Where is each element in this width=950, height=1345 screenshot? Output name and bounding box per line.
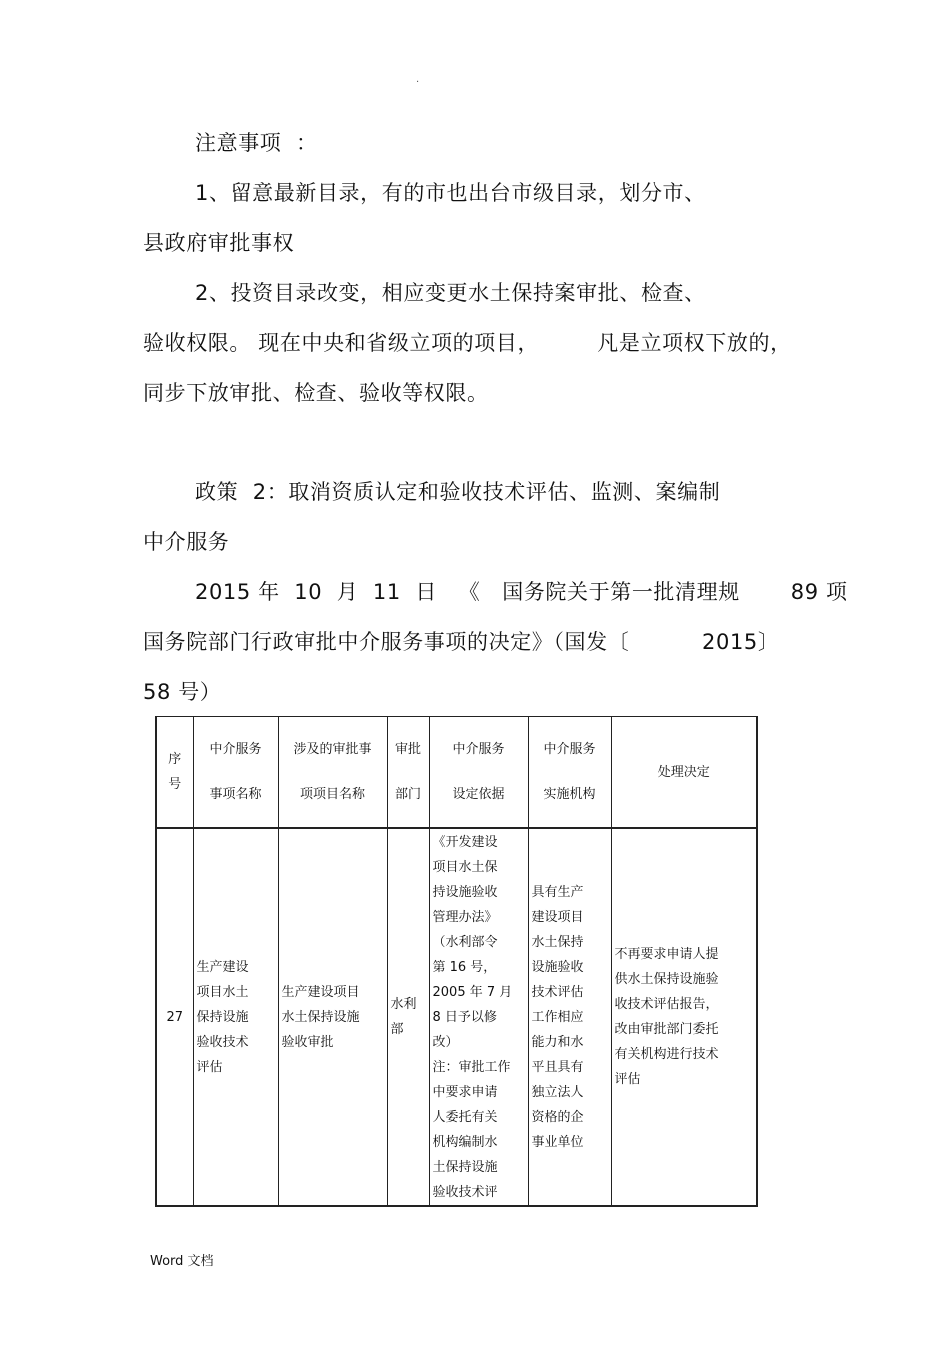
- header-mark: .: [416, 74, 420, 85]
- cell-legal-basis: 《开发建设 项目水土保 持设施验收 管理办法》 （水利部令 第 16 号， 2005 年 7 月 8 日予以修 改） 注：审批工作 中要求申请 人委托有关 机构编制水 土保持设施 验收技术评: [429, 828, 528, 1206]
- header-implementing-body: 中介服务 实施机构: [528, 717, 611, 829]
- header-seq-no: 序 号: [156, 717, 193, 829]
- header-service-name: 中介服务 事项名称: [193, 717, 278, 829]
- header-department: 审批 部门: [387, 717, 429, 829]
- decision-reference-line-1: 2015 年 10 月 11 日 《 国务院关于第一批清理规 89 项: [195, 580, 848, 604]
- header-legal-basis: 中介服务 设定依据: [429, 717, 528, 829]
- note-1-line-2: 县政府审批事权: [143, 231, 295, 255]
- note-2-line-2: 验收权限。 现在中央和省级立项的项目， 凡是立项权下放的，: [143, 331, 792, 355]
- table-header-row: [156, 717, 757, 829]
- footer-label: Word 文档: [150, 1254, 214, 1269]
- cell-approval-item: 生产建设项目 水土保持设施 验收审批: [278, 828, 387, 1206]
- note-1-line-1: 1、留意最新目录，有的市也出台市级目录，划分市、: [195, 181, 706, 205]
- intermediary-service-table: [155, 716, 758, 1207]
- note-2-line-3: 同步下放审批、检查、验收等权限。: [143, 381, 489, 405]
- header-decision: 处理决定: [611, 717, 757, 829]
- cell-implementing-body: 具有生产 建设项目 水土保持 设施验收 技术评估 工作相应 能力和水 平且具有 独立法人 资格的企 事业单位: [528, 828, 611, 1206]
- decision-reference-line-3: 58 号）: [143, 680, 222, 704]
- policy-2-heading-cont: 中介服务: [143, 530, 230, 554]
- note-2-line-1: 2、投资目录改变，相应变更水土保持案审批、检查、: [195, 281, 706, 305]
- policy-2-heading: 政策 2：取消资质认定和验收技术评估、监测、案编制: [195, 480, 721, 504]
- header-approval-item: 涉及的审批事 项项目名称: [278, 717, 387, 829]
- notes-heading: 注意事项 ：: [195, 131, 318, 155]
- decision-reference-line-2: 国务院部门行政审批中介服务事项的决定》（国发〔 2015〕: [143, 630, 780, 654]
- cell-service-name: 生产建设 项目水土 保持设施 验收技术 评估: [193, 828, 278, 1206]
- cell-seq-no: 27: [156, 828, 193, 1206]
- cell-decision: 不再要求申请人提 供水土保持设施验 收技术评估报告， 改由审批部门委托 有关机构进行技术 评估: [611, 828, 757, 1206]
- cell-department: 水利 部: [387, 828, 429, 1206]
- table-row: [156, 828, 757, 1206]
